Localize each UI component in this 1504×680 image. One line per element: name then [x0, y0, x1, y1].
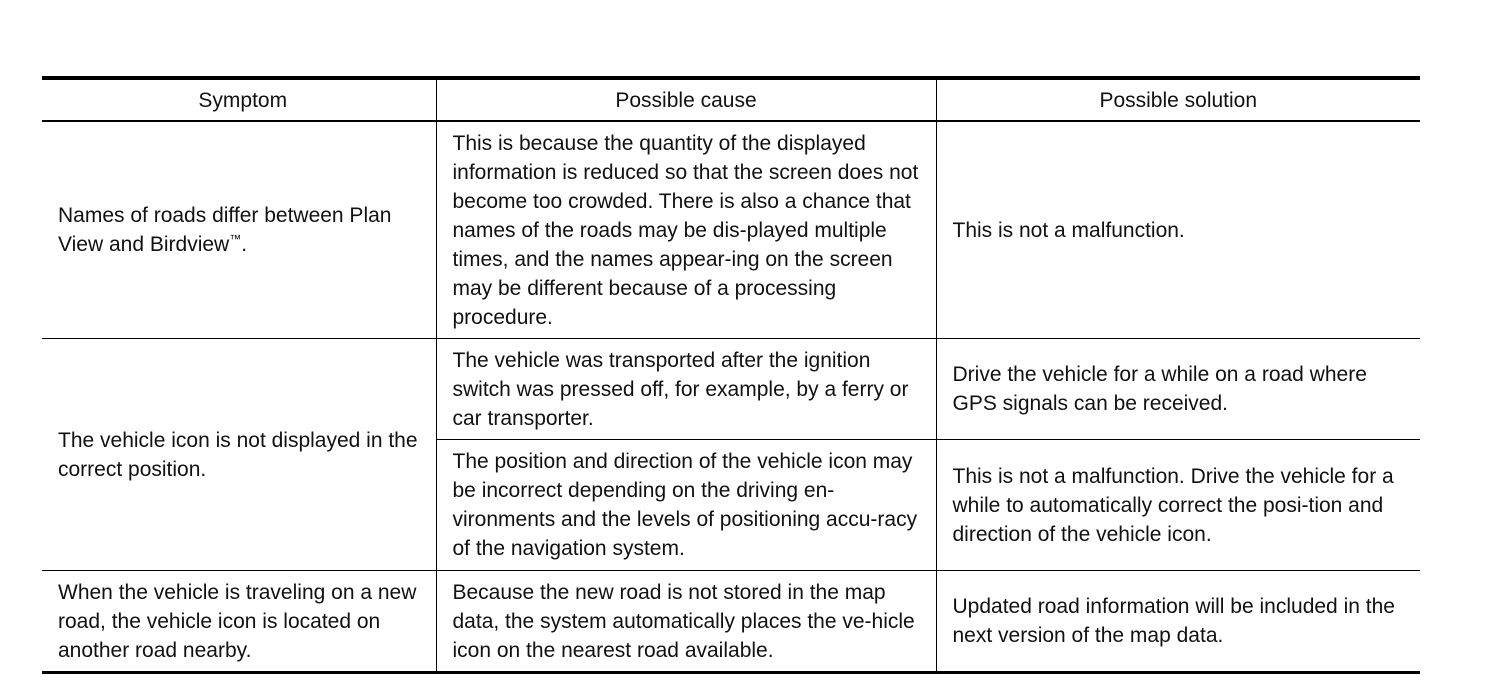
header-symptom: Symptom	[42, 78, 436, 121]
header-possible-cause: Possible cause	[436, 78, 936, 121]
solution-cell: This is not a malfunction.	[936, 121, 1420, 339]
symptom-text: Names of roads differ between Plan View and Birdview	[58, 204, 392, 256]
cause-cell: Because the new road is not stored in the map data, the system automatically places the ve-hicle icon on the nearest road available.	[436, 571, 936, 673]
symptom-period: .	[241, 233, 248, 256]
solution-cell: Drive the vehicle for a while on a road where GPS signals can be received.	[936, 339, 1420, 440]
cause-cell: The vehicle was transported after the ignition switch was pressed off, for example, by a ferry or car transporter.	[436, 339, 936, 440]
symptom-cell	[42, 121, 436, 339]
table-body	[42, 121, 1420, 673]
cause-cell: This is because the quantity of the displayed information is reduced so that the screen does not become too crowded. There is also a chance that names of the roads may be dis-played multiple times, and the names appear-ing on the screen may be different because of a processing procedure.	[436, 121, 936, 339]
symptom-cell: When the vehicle is traveling on a new road, the vehicle icon is located on another road nearby.	[42, 571, 436, 673]
solution-cell: Updated road information will be included in the next version of the map data.	[936, 571, 1420, 673]
cause-cell: The position and direction of the vehicle icon may be incorrect depending on the driving en-vironments and the levels of positioning accu-racy of the navigation system.	[436, 440, 936, 571]
table-header	[42, 78, 1420, 121]
header-possible-solution: Possible solution	[936, 78, 1420, 121]
solution-cell: This is not a malfunction. Drive the vehicle for a while to automatically correct the posi-tion and direction of the vehicle icon.	[936, 440, 1420, 571]
table-row	[42, 571, 1420, 673]
symptom-cell: The vehicle icon is not displayed in the correct position.	[42, 339, 436, 571]
header-row	[42, 78, 1420, 121]
table-row	[42, 121, 1420, 339]
troubleshooting-table	[42, 76, 1420, 674]
table-row	[42, 339, 1420, 440]
trademark-mark: ™	[229, 232, 242, 246]
